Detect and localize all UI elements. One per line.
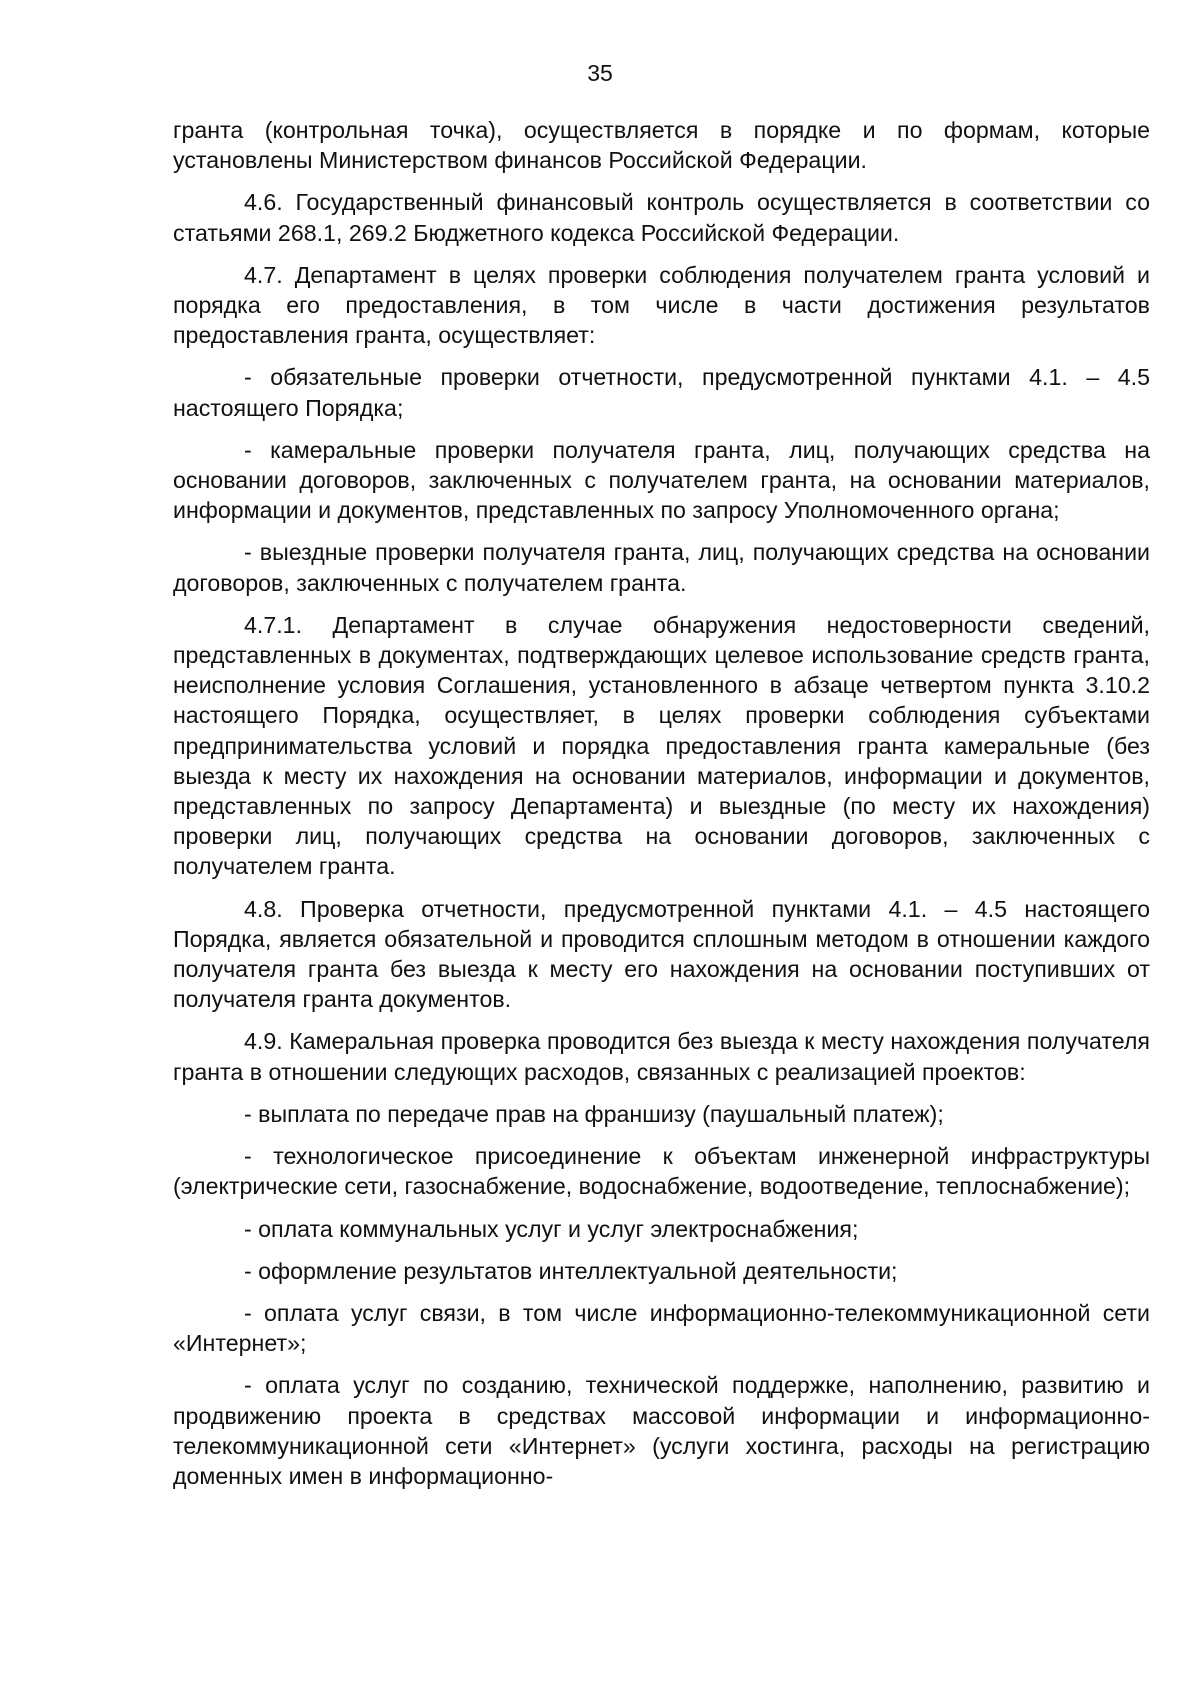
page-number: 35 — [587, 60, 613, 86]
list-item-media-promotion: - оплата услуг по созданию, технической поддержке, наполнению, развитию и продвижению проекта в средствах массовой информации и информационно-телекоммуникационной сети «Интернет» (услуги хостинга, расходы на регистрацию доменных имен в информационно- — [173, 1372, 1150, 1489]
paragraph-continuation: гранта (контрольная точка), осуществляется в порядке и по формам, которые установлены Министерством финансов Российской Федерации. — [173, 117, 1150, 174]
list-item-desk-checks: - камеральные проверки получателя гранта, лиц, получающих средства на основании договоров, заключенных с получателем гранта, на основании материалов, информации и документов, представленных по запросу Уполномоченного органа; — [173, 436, 1150, 524]
list-item-infrastructure: - технологическое присоединение к объектам инженерной инфраструктуры (электрические сети, газоснабжение, водоснабжение, водоотведение, теплоснабжение); — [173, 1143, 1150, 1200]
document-body — [173, 115, 1150, 1503]
paragraph-4-8: 4.8. Проверка отчетности, предусмотренной пунктами 4.1. – 4.5 настоящего Порядка, является обязательной и проводится сплошным методом в отношении каждого получателя гранта без выезда к месту его нахождения на основании поступивших от получателя гранта документов. — [173, 895, 1150, 1013]
list-item-field-checks: - выездные проверки получателя гранта, лиц, получающих средства на основании договоров, заключенных с получателем гранта. — [173, 539, 1150, 596]
list-item-utilities: - оплата коммунальных услуг и услуг электроснабжения; — [244, 1215, 859, 1242]
list-item-communication: - оплата услуг связи, в том числе информационно-телекоммуникационной сети «Интернет»; — [173, 1299, 1150, 1357]
list-item-intellectual-property: - оформление результатов интеллектуальной деятельности; — [244, 1257, 898, 1284]
paragraph-4-7-1: 4.7.1. Департамент в случае обнаружения недостоверности сведений, представленных в документах, подтверждающих целевое использование средств гранта, неисполнение условия Соглашения, установленного в абзаце четвертом пункта 3.10.2 настоящего Порядка, осуществляет, в целях проверки соблюдения субъектами предпринимательства условий и порядка предоставления гранта камеральные (без выезда к месту их нахождения на основании материалов, информации и документов, представленных по запросу Департамента) и выездные (по месту их нахождения) проверки лиц, получающих средства на основании договоров, заключенных с получателем гранта. — [173, 611, 1150, 880]
paragraph-4-7: 4.7. Департамент в целях проверки соблюдения получателем гранта условий и порядка его предоставления, в том числе в части достижения результатов предоставления гранта, осуществляет: — [173, 261, 1150, 349]
list-item-mandatory-checks: - обязательные проверки отчетности, предусмотренной пунктами 4.1. – 4.5 настоящего Порядка; — [173, 364, 1150, 421]
list-item-franchise: - выплата по передаче прав на франшизу (паушальный платеж); — [244, 1100, 944, 1127]
paragraph-4-6: 4.6. Государственный финансовый контроль осуществляется в соответствии со статьями 268.1, 269.2 Бюджетного кодекса Российской Федерации. — [173, 189, 1150, 246]
paragraph-4-9: 4.9. Камеральная проверка проводится без выезда к месту нахождения получателя гранта в отношении следующих расходов, связанных с реализацией проектов: — [173, 1028, 1150, 1085]
